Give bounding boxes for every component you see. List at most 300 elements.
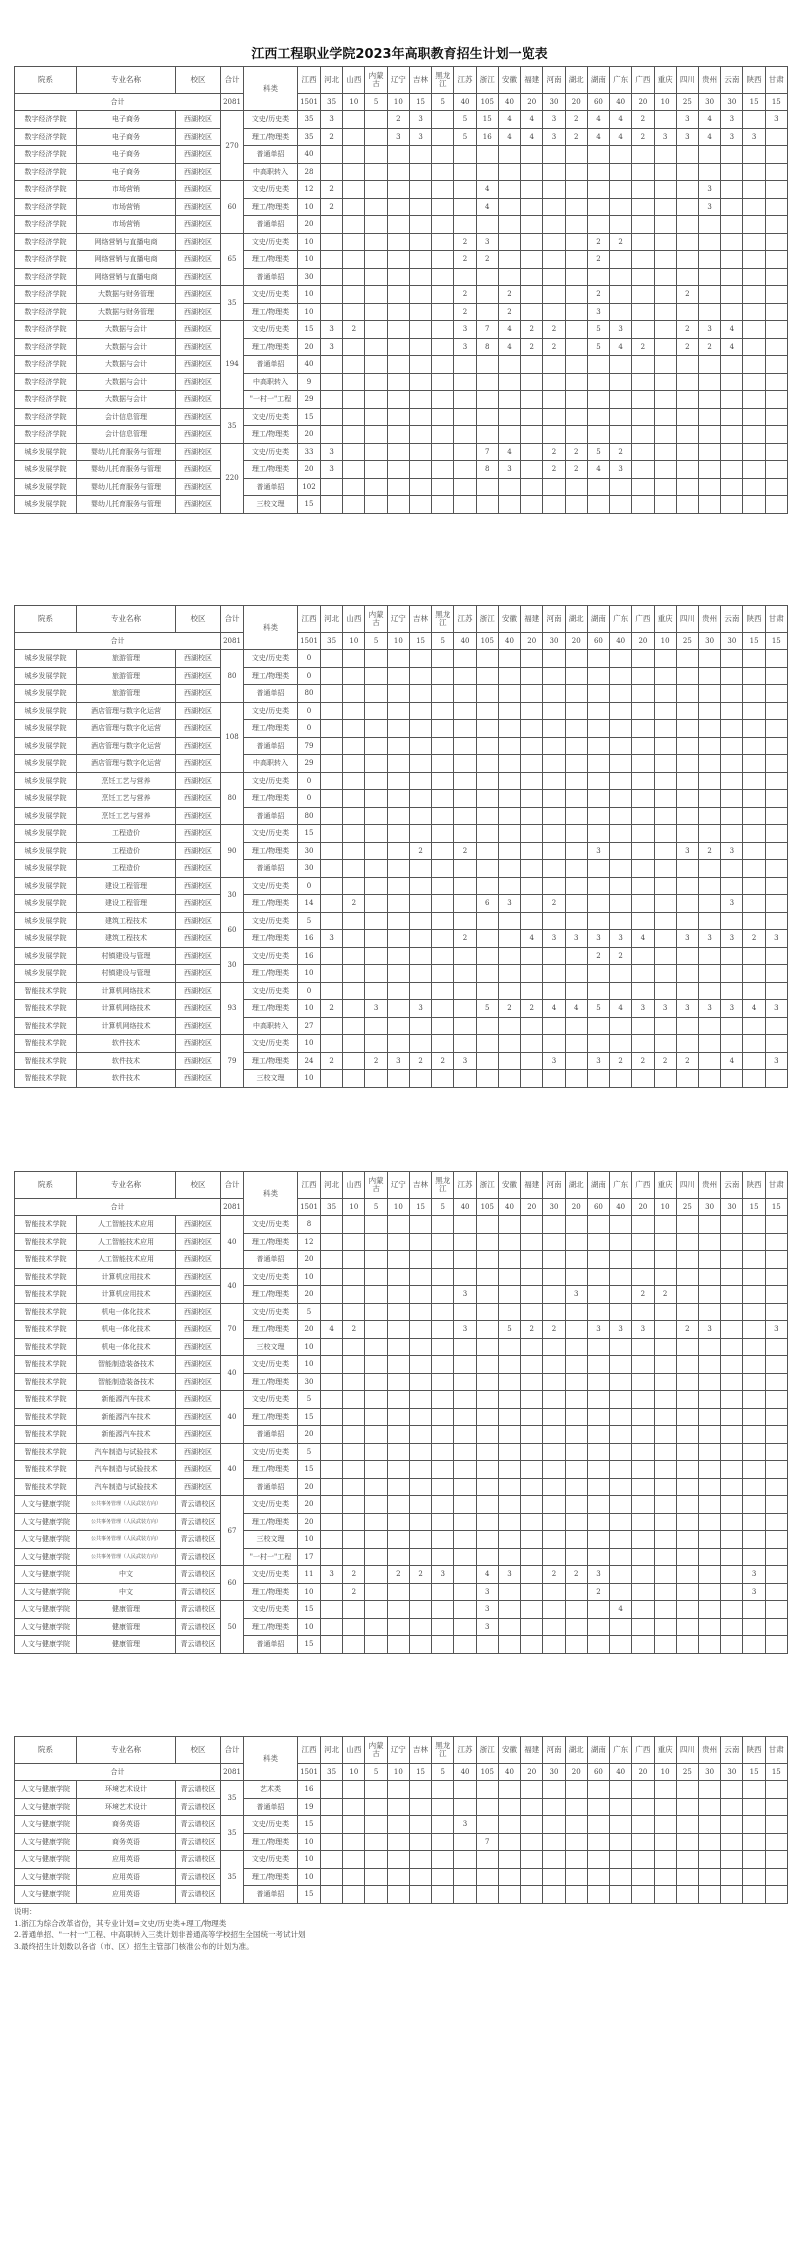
dept-cell: 人文与健康学院 [15,1496,77,1514]
quota-cell [587,1233,609,1251]
campus-cell: 西湖校区 [176,1338,221,1356]
category-cell: 文史/历史类 [244,408,298,426]
header-province: 云南 [721,1172,743,1199]
quota-cell: 2 [743,930,765,948]
quota-cell: 28 [298,163,321,181]
quota-cell [610,1833,632,1851]
quota-cell: 2 [543,461,565,479]
campus-cell: 青云谱校区 [176,1531,221,1549]
header-category: 科类 [244,606,298,650]
province-total: 15 [409,94,431,111]
quota-cell [343,373,365,391]
quota-cell [521,1070,543,1088]
header-province: 四川 [676,606,698,633]
quota-cell [498,1868,520,1886]
quota-cell [565,1017,587,1035]
quota-cell [343,702,365,720]
quota-cell: 4 [476,181,498,199]
dept-cell: 智能技术学院 [15,1052,77,1070]
quota-cell [721,1426,743,1444]
quota-cell [610,373,632,391]
quota-cell: 2 [565,111,587,129]
quota-cell [409,478,431,496]
quota-cell [610,478,632,496]
quota-cell [321,1583,343,1601]
quota-cell: 4 [610,128,632,146]
quota-cell [765,755,787,773]
quota-cell [698,1833,720,1851]
quota-cell [721,1798,743,1816]
quota-cell [321,1798,343,1816]
quota-cell [565,1408,587,1426]
quota-cell [454,772,476,790]
dept-cell: 智能技术学院 [15,1461,77,1479]
category-cell: 文史/历史类 [244,912,298,930]
quota-cell [498,146,520,164]
quota-cell: 7 [476,443,498,461]
quota-cell [654,1531,676,1549]
dept-cell: 智能技术学院 [15,1251,77,1269]
header-province: 浙江 [476,1737,498,1764]
quota-cell: 4 [587,461,609,479]
quota-cell [387,1851,409,1869]
quota-cell [387,737,409,755]
quota-cell [454,268,476,286]
quota-cell [365,426,387,444]
quota-cell [587,1443,609,1461]
quota-cell [565,1798,587,1816]
quota-cell: 15 [298,1886,321,1904]
quota-cell: 10 [298,1338,321,1356]
quota-cell [521,1496,543,1514]
quota-cell [454,373,476,391]
quota-cell [409,1601,431,1619]
quota-cell [676,426,698,444]
quota-cell: 2 [321,198,343,216]
table-row [15,1017,788,1035]
province-total: 15 [765,1199,787,1216]
quota-cell [387,1781,409,1799]
quota-cell: 4 [610,338,632,356]
header-province: 陕西 [743,1172,765,1199]
province-total: 30 [721,94,743,111]
quota-cell: 3 [387,128,409,146]
quota-cell [454,965,476,983]
quota-cell [454,478,476,496]
campus-cell: 西湖校区 [176,1391,221,1409]
campus-cell: 西湖校区 [176,478,221,496]
major-cell: 酒店管理与数字化运营 [77,737,176,755]
header-province: 重庆 [654,606,676,633]
quota-cell: 5 [587,443,609,461]
quota-cell [587,1531,609,1549]
quota-cell: 2 [365,1052,387,1070]
quota-cell [610,982,632,1000]
quota-cell [698,1513,720,1531]
province-total: 35 [321,1199,343,1216]
quota-cell [521,790,543,808]
province-total: 30 [698,1764,720,1781]
quota-cell [698,268,720,286]
quota-cell [321,1461,343,1479]
quota-cell: 0 [298,772,321,790]
header-province: 黑龙江 [432,67,454,94]
quota-cell [521,650,543,668]
major-cell: 网络营销与直播电商 [77,233,176,251]
quota-cell: 20 [298,1513,321,1531]
quota-cell [565,1618,587,1636]
quota-cell [521,198,543,216]
quota-cell [543,181,565,199]
quota-cell [521,1461,543,1479]
quota-cell [498,1798,520,1816]
quota-cell [587,1426,609,1444]
quota-cell [321,685,343,703]
quota-cell [610,1513,632,1531]
quota-cell: 3 [409,1000,431,1018]
quota-cell: 20 [298,1426,321,1444]
quota-cell [409,860,431,878]
quota-cell [565,1338,587,1356]
dept-cell: 智能技术学院 [15,1391,77,1409]
quota-cell [454,163,476,181]
quota-cell: 4 [610,1000,632,1018]
dept-cell: 人文与健康学院 [15,1513,77,1531]
quota-cell [610,251,632,269]
quota-cell: 30 [298,842,321,860]
quota-cell [632,1268,654,1286]
quota-cell [409,146,431,164]
dept-cell: 数字经济学院 [15,251,77,269]
quota-cell [698,685,720,703]
quota-cell: 0 [298,982,321,1000]
quota-cell [721,1583,743,1601]
table-row [15,1303,788,1321]
quota-cell [521,1035,543,1053]
quota-cell [521,251,543,269]
major-cell: 酒店管理与数字化运营 [77,702,176,720]
dept-cell: 人文与健康学院 [15,1601,77,1619]
quota-cell [632,373,654,391]
quota-cell [409,1816,431,1834]
quota-cell [743,982,765,1000]
province-total: 15 [409,1199,431,1216]
quota-cell [409,373,431,391]
quota-cell [343,1548,365,1566]
table-row [15,842,788,860]
quota-cell [632,426,654,444]
quota-cell [587,1886,609,1904]
quota-cell: 2 [521,338,543,356]
quota-cell [698,720,720,738]
table-row [15,1373,788,1391]
quota-cell [610,772,632,790]
table-row [15,1216,788,1234]
quota-cell [454,1391,476,1409]
quota-cell [565,1426,587,1444]
quota-cell [409,426,431,444]
quota-cell: 3 [321,338,343,356]
quota-cell: 10 [298,198,321,216]
dept-cell: 智能技术学院 [15,1286,77,1304]
quota-cell [698,496,720,514]
quota-cell [432,947,454,965]
quota-cell [765,685,787,703]
quota-cell [676,1268,698,1286]
quota-cell [432,478,454,496]
quota-cell [676,1868,698,1886]
quota-cell [498,1286,520,1304]
quota-cell [565,650,587,668]
quota-cell [587,163,609,181]
quota-cell [365,1268,387,1286]
quota-cell [321,1513,343,1531]
quota-cell [765,286,787,304]
quota-cell [743,720,765,738]
province-total: 105 [476,633,498,650]
quota-cell [721,496,743,514]
quota-cell [765,790,787,808]
quota-cell [587,1496,609,1514]
quota-cell [454,1513,476,1531]
quota-cell [365,1833,387,1851]
quota-cell [432,1035,454,1053]
quota-cell [543,408,565,426]
quota-cell: 19 [298,1798,321,1816]
quota-cell [476,1548,498,1566]
quota-cell [543,877,565,895]
quota-cell [765,251,787,269]
quota-cell [498,1548,520,1566]
quota-cell [432,1426,454,1444]
quota-cell [676,373,698,391]
quota-cell [765,1268,787,1286]
quota-cell [321,286,343,304]
quota-cell [543,842,565,860]
quota-cell [765,478,787,496]
quota-cell [409,1618,431,1636]
table-row [15,1321,788,1339]
quota-cell [321,1338,343,1356]
quota-cell [387,1268,409,1286]
quota-cell: 8 [298,1216,321,1234]
quota-cell [743,1443,765,1461]
dept-cell: 智能技术学院 [15,1233,77,1251]
quota-cell [387,667,409,685]
province-total: 105 [476,1199,498,1216]
header-province: 福建 [521,1172,543,1199]
quota-cell: 4 [721,1052,743,1070]
quota-cell [565,356,587,374]
quota-cell [432,930,454,948]
quota-cell [365,650,387,668]
quota-cell [321,1443,343,1461]
quota-cell [565,1233,587,1251]
quota-cell [409,1548,431,1566]
quota-cell [721,1286,743,1304]
quota-cell: 5 [587,1000,609,1018]
quota-cell [432,1548,454,1566]
quota-cell [498,1233,520,1251]
quota-cell [321,1035,343,1053]
major-total-cell: 90 [221,825,244,878]
quota-cell [343,1233,365,1251]
quota-cell [498,198,520,216]
quota-cell [765,737,787,755]
quota-cell [676,912,698,930]
major-cell: 旅游管理 [77,650,176,668]
quota-cell [721,1017,743,1035]
quota-cell [476,825,498,843]
province-total: 10 [343,1199,365,1216]
quota-cell: 3 [476,1601,498,1619]
quota-cell [743,181,765,199]
quota-cell [321,1251,343,1269]
table-row [15,860,788,878]
quota-cell [432,1268,454,1286]
quota-cell [676,877,698,895]
major-cell: 计算机网络技术 [77,1000,176,1018]
quota-cell [743,1798,765,1816]
quota-cell [521,1426,543,1444]
quota-cell [476,930,498,948]
quota-cell [343,1461,365,1479]
quota-cell [321,702,343,720]
quota-cell [387,1833,409,1851]
quota-cell [654,860,676,878]
table-row [15,755,788,773]
campus-cell: 西湖校区 [176,181,221,199]
province-total: 30 [721,633,743,650]
quota-cell [321,478,343,496]
quota-cell [409,1636,431,1654]
quota-cell [476,1408,498,1426]
major-cell: 电子商务 [77,163,176,181]
quota-cell [565,1391,587,1409]
quota-cell [743,895,765,913]
quota-cell [632,650,654,668]
quota-cell [387,1548,409,1566]
quota-cell: 3 [365,1000,387,1018]
quota-cell: 12 [298,1233,321,1251]
major-cell: 建筑工程技术 [77,930,176,948]
header-province: 山西 [343,1172,365,1199]
header-province: 内蒙古 [365,1737,387,1764]
quota-cell [721,408,743,426]
quota-cell [765,163,787,181]
header-province: 江西 [298,606,321,633]
quota-cell [654,1781,676,1799]
quota-cell [321,1868,343,1886]
quota-cell [365,842,387,860]
quota-cell [365,912,387,930]
quota-cell [698,965,720,983]
header-province: 浙江 [476,606,498,633]
quota-cell [476,1035,498,1053]
campus-cell: 西湖校区 [176,737,221,755]
quota-cell: 3 [632,1000,654,1018]
quota-cell: 15 [298,1408,321,1426]
quota-cell [343,650,365,668]
quota-cell [321,772,343,790]
quota-cell [498,1356,520,1374]
table-row [15,965,788,983]
quota-cell [521,233,543,251]
header-province: 河南 [543,606,565,633]
quota-cell: 2 [587,251,609,269]
quota-cell [676,1216,698,1234]
quota-cell [343,1816,365,1834]
quota-cell [632,1017,654,1035]
quota-cell [543,198,565,216]
quota-cell [365,1286,387,1304]
quota-cell [721,912,743,930]
header-province: 陕西 [743,67,765,94]
quota-cell [321,650,343,668]
quota-cell [676,1601,698,1619]
quota-cell [432,198,454,216]
province-total: 20 [521,1764,543,1781]
quota-cell [321,268,343,286]
quota-cell [698,1531,720,1549]
quota-cell: 30 [298,268,321,286]
quota-cell: 2 [676,1052,698,1070]
dept-cell: 数字经济学院 [15,268,77,286]
quota-cell: 4 [476,198,498,216]
quota-cell: 4 [498,111,520,129]
quota-cell [610,356,632,374]
header-province: 湖北 [565,1172,587,1199]
plan-table-page-2 [14,605,788,1088]
quota-cell [343,860,365,878]
quota-cell [721,1618,743,1636]
quota-cell [654,755,676,773]
major-cell: 新能源汽车技术 [77,1426,176,1444]
table-row [15,1035,788,1053]
quota-cell [498,426,520,444]
quota-cell [432,146,454,164]
quota-cell [587,790,609,808]
major-cell: 烹饪工艺与营养 [77,772,176,790]
quota-cell [498,391,520,409]
header-province: 四川 [676,67,698,94]
quota-cell [521,947,543,965]
quota-cell [476,1321,498,1339]
quota-cell: 20 [298,338,321,356]
quota-cell [743,426,765,444]
quota-cell: 10 [298,251,321,269]
table-row [15,233,788,251]
campus-cell: 西湖校区 [176,1321,221,1339]
quota-cell [387,163,409,181]
dept-cell: 人文与健康学院 [15,1583,77,1601]
table-row [15,930,788,948]
quota-cell: 4 [521,111,543,129]
quota-cell: 15 [298,321,321,339]
major-cell: 婴幼儿托育服务与管理 [77,443,176,461]
quota-cell [632,1868,654,1886]
quota-cell [765,1303,787,1321]
quota-cell: 2 [632,338,654,356]
quota-cell: 2 [587,286,609,304]
quota-cell [498,685,520,703]
quota-cell [321,807,343,825]
category-cell: 文史/历史类 [244,825,298,843]
major-total-cell: 70 [221,1303,244,1356]
header-province: 黑龙江 [432,606,454,633]
quota-cell [743,321,765,339]
quota-cell [676,1816,698,1834]
